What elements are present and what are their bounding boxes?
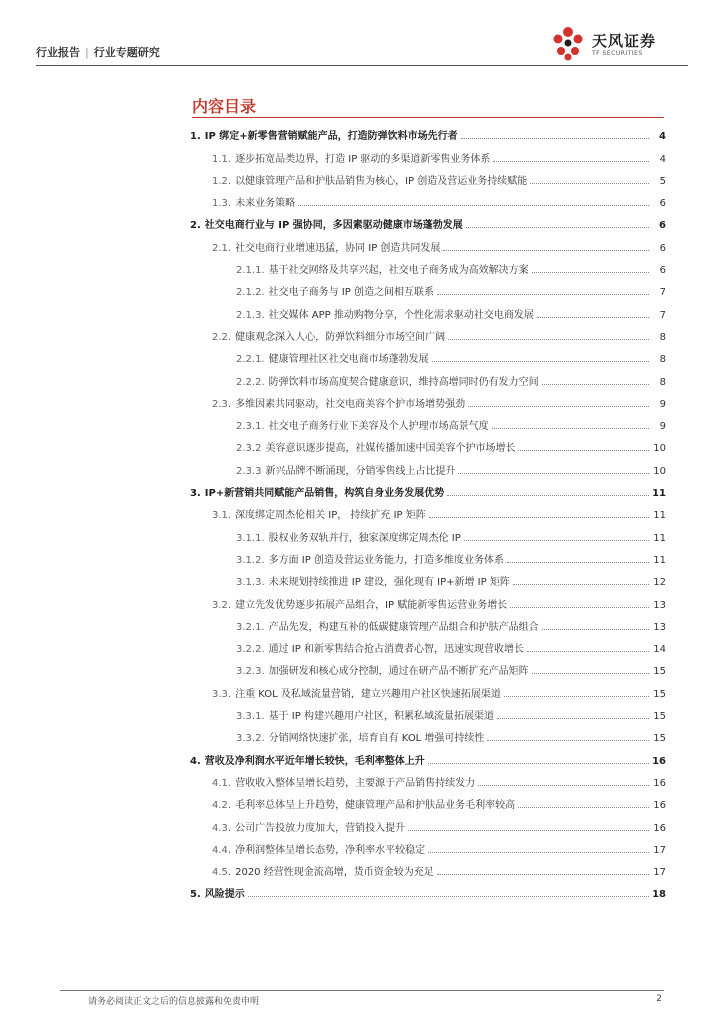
footer-divider bbox=[60, 990, 664, 991]
toc-entry-number: 2.2. bbox=[212, 331, 232, 343]
toc-entry-page: 11 bbox=[652, 488, 666, 500]
toc-entry-number: 4. bbox=[190, 755, 201, 767]
toc-entry-page: 9 bbox=[659, 421, 666, 433]
toc-leader-dots bbox=[443, 250, 649, 251]
toc-entry-page: 15 bbox=[653, 666, 666, 678]
toc-entry-title: 防弹饮料市场高度契合健康意识，维持高增同时仍有发力空间 bbox=[268, 376, 539, 388]
toc-entry-page: 15 bbox=[653, 688, 666, 700]
toc-entry-title: 通过 IP 和新零售结合抢占消费者心智，迅速实现营收增长 bbox=[268, 644, 524, 656]
toc-entry[interactable] bbox=[190, 789, 666, 811]
toc-leader-dots bbox=[513, 584, 649, 585]
toc-leader-dots bbox=[248, 896, 649, 897]
toc-entry-page: 13 bbox=[653, 599, 666, 611]
toc-entry[interactable] bbox=[190, 142, 666, 164]
toc-entry-number: 3.1.2. bbox=[236, 554, 265, 566]
toc-entry-number: 3.2.1. bbox=[236, 621, 265, 633]
toc-entry[interactable] bbox=[190, 544, 666, 566]
toc-entry[interactable] bbox=[190, 187, 666, 209]
toc-entry-number: 3.2.2. bbox=[236, 644, 265, 656]
toc-entry-title: 社交电子商务行业下美容及个人护理市场高景气度 bbox=[268, 421, 489, 433]
logo-english-name: TF SECURITIES bbox=[592, 50, 643, 57]
toc-entry-number: 1.3. bbox=[212, 198, 232, 210]
toc-entry-number: 2.3.3 bbox=[236, 465, 262, 477]
header-separator: | bbox=[85, 46, 89, 59]
toc-entry-page: 9 bbox=[659, 398, 666, 410]
toc-entry-number: 2. bbox=[190, 220, 201, 232]
toc-entry-title: 未来业务策略 bbox=[235, 198, 296, 210]
toc-entry-page: 18 bbox=[652, 889, 666, 901]
toc-leader-dots bbox=[507, 562, 649, 563]
toc-leader-dots bbox=[532, 272, 649, 273]
toc-entry-number: 3.3.1. bbox=[236, 711, 265, 723]
toc-entry-page: 4 bbox=[659, 131, 666, 143]
toc-entry-page: 11 bbox=[653, 554, 666, 566]
toc-leader-dots bbox=[437, 874, 649, 875]
toc-entry[interactable] bbox=[190, 611, 666, 633]
toc-entry[interactable] bbox=[190, 655, 666, 677]
toc-leader-dots bbox=[428, 852, 649, 853]
toc-entry-page: 13 bbox=[653, 621, 666, 633]
toc-leader-dots bbox=[527, 651, 649, 652]
toc-entry-title: 多方面 IP 创造及营运业务能力，打造多维度业务体系 bbox=[268, 554, 504, 566]
toc-entry-title: 2020 经营性现金流高增，货币资金较为充足 bbox=[235, 867, 434, 879]
page-header bbox=[36, 22, 688, 72]
toc-entry[interactable] bbox=[190, 700, 666, 722]
category-label: 行业报告 bbox=[36, 46, 80, 59]
toc-entry-number: 3.3. bbox=[212, 688, 232, 700]
toc-entry[interactable] bbox=[190, 276, 666, 298]
toc-leader-dots bbox=[504, 696, 649, 697]
toc-entry-title: 基于 IP 构建兴趣用户社区，积累私域流量拓展渠道 bbox=[268, 711, 494, 723]
flower-logo-icon bbox=[548, 22, 588, 64]
toc-entry-title: 加强研发和核心成分控制，通过在研产品不断扩充产品矩阵 bbox=[268, 666, 529, 678]
toc-entry-title: 股权业务双轨并行，独家深度绑定周杰伦 IP bbox=[268, 532, 461, 544]
toc-entry-title: 营收及净利润水平近年增长较快，毛利率整体上升 bbox=[204, 755, 425, 767]
toc-entry-title: 社交媒体 APP 推动购物分享，个性化需求驱动社交电商发展 bbox=[268, 309, 534, 321]
toc-entry[interactable] bbox=[190, 878, 666, 900]
toc-leader-dots bbox=[458, 473, 649, 474]
toc-entry-title: 分销网络快速扩张，培育自有 KOL 增强可持续性 bbox=[268, 733, 485, 745]
toc-leader-dots bbox=[466, 227, 649, 228]
toc-entry-number: 2.3.1. bbox=[236, 421, 265, 433]
toc-entry-page: 16 bbox=[653, 822, 666, 834]
toc-leader-dots bbox=[448, 339, 649, 340]
toc-entry-title: 建立先发优势逐步拓展产品组合，IP 赋能新零售运营业务增长 bbox=[235, 599, 508, 611]
toc-entry-page: 10 bbox=[653, 465, 666, 477]
toc-entry[interactable] bbox=[190, 767, 666, 789]
toc-leader-dots bbox=[447, 495, 649, 496]
toc-leader-dots bbox=[298, 205, 649, 206]
toc-entry-title: 以健康管理产品和护肤品销售为核心，IP 创造及营运业务持续赋能 bbox=[235, 175, 528, 187]
toc-entry-title: 公司广告投放力度加大，营销投入提升 bbox=[235, 822, 406, 834]
toc-entry-page: 16 bbox=[653, 777, 666, 789]
toc-entry-number: 2.1.2. bbox=[236, 287, 265, 299]
toc-entry-title: IP 绑定+新零售营销赋能产品，打造防弹饮料市场先行者 bbox=[204, 131, 458, 143]
toc-leader-dots bbox=[428, 763, 649, 764]
toc-entry-number: 3.1. bbox=[212, 510, 232, 522]
toc-leader-dots bbox=[542, 384, 649, 385]
toc-leader-dots bbox=[429, 517, 649, 518]
toc-entry-page: 16 bbox=[652, 755, 666, 767]
toc-entry-number: 4.2. bbox=[212, 800, 232, 812]
toc-entry[interactable] bbox=[190, 165, 666, 187]
toc-entry[interactable] bbox=[190, 120, 666, 142]
toc-entry-title: 毛利率总体呈上升趋势，健康管理产品和护肤品业务毛利率较高 bbox=[235, 800, 516, 812]
toc-entry-number: 1.2. bbox=[212, 175, 232, 187]
toc-entry-number: 2.2.2. bbox=[236, 376, 265, 388]
toc-entry-number: 1.1. bbox=[212, 153, 232, 165]
toc-entry[interactable] bbox=[190, 454, 666, 476]
toc-leader-dots bbox=[497, 718, 649, 719]
toc-entry[interactable] bbox=[190, 677, 666, 699]
toc-entry-number: 4.4. bbox=[212, 844, 232, 856]
report-category bbox=[36, 44, 160, 60]
toc-entry-page: 5 bbox=[659, 175, 666, 187]
toc-entry-page: 17 bbox=[653, 867, 666, 879]
toc-entry[interactable] bbox=[190, 633, 666, 655]
header-divider bbox=[36, 65, 688, 66]
toc-entry-page: 17 bbox=[653, 844, 666, 856]
toc-entry-title: 美容意识逐步提高，社媒传播加速中国美容个护市场增长 bbox=[265, 443, 516, 455]
toc-entry-number: 3.2. bbox=[212, 599, 232, 611]
toc-entry-page: 8 bbox=[659, 354, 666, 366]
toc-entry-page: 6 bbox=[659, 220, 666, 232]
toc-entry-number: 5. bbox=[190, 889, 201, 901]
toc-entry[interactable] bbox=[190, 298, 666, 320]
toc-entry-number: 2.3.2 bbox=[236, 443, 262, 455]
toc-entry-title: 多维因素共同驱动，社交电商美容个护市场增势强劲 bbox=[235, 398, 466, 410]
toc-entry-page: 15 bbox=[653, 733, 666, 745]
toc-leader-dots bbox=[478, 785, 649, 786]
toc-entry-page: 8 bbox=[659, 376, 666, 388]
table-of-contents bbox=[190, 120, 666, 900]
toc-entry-number: 3. bbox=[190, 488, 201, 500]
toc-entry-title: 社交电商行业与 IP 强协同，多因素驱动健康市场蓬勃发展 bbox=[204, 220, 463, 232]
toc-entry-page: 15 bbox=[653, 711, 666, 723]
toc-leader-dots bbox=[537, 317, 649, 318]
toc-entry-page: 14 bbox=[653, 644, 666, 656]
toc-entry-title: 风险提示 bbox=[204, 889, 245, 901]
toc-entry-number: 3.3.2. bbox=[236, 733, 265, 745]
toc-leader-dots bbox=[542, 629, 649, 630]
toc-entry-title: IP+新营销共同赋能产品销售，构筑自身业务发展优势 bbox=[204, 488, 445, 500]
toc-entry-title: 注重 KOL 及私域流量营销，建立兴趣用户社区快速拓展渠道 bbox=[235, 688, 501, 700]
toc-entry-page: 8 bbox=[659, 331, 666, 343]
toc-entry[interactable] bbox=[190, 388, 666, 410]
page-number: 2 bbox=[656, 994, 662, 1004]
toc-entry-page: 12 bbox=[653, 577, 666, 589]
toc-leader-dots bbox=[518, 450, 649, 451]
toc-entry[interactable] bbox=[190, 588, 666, 610]
toc-leader-dots bbox=[408, 830, 649, 831]
subcategory-label: 行业专题研究 bbox=[93, 46, 160, 59]
toc-entry-page: 11 bbox=[653, 510, 666, 522]
toc-entry-number: 2.3. bbox=[212, 398, 232, 410]
toc-leader-dots bbox=[510, 607, 649, 608]
toc-entry[interactable] bbox=[190, 432, 666, 454]
toc-leader-dots bbox=[437, 294, 649, 295]
toc-entry-number: 4.3. bbox=[212, 822, 232, 834]
toc-leader-dots bbox=[532, 673, 649, 674]
toc-entry-number: 3.1.3. bbox=[236, 577, 265, 589]
toc-leader-dots bbox=[432, 361, 649, 362]
company-logo bbox=[548, 22, 688, 64]
toc-entry-number: 2.1.3. bbox=[236, 309, 265, 321]
toc-entry-page: 10 bbox=[653, 443, 666, 455]
toc-entry-title: 新兴品牌不断涌现，分销零售线上占比提升 bbox=[265, 465, 456, 477]
toc-entry-number: 3.2.3. bbox=[236, 666, 265, 678]
toc-entry-title: 健康管理社区社交电商市场蓬勃发展 bbox=[268, 354, 429, 366]
toc-leader-dots bbox=[461, 138, 649, 139]
toc-entry[interactable] bbox=[190, 321, 666, 343]
toc-title-underline bbox=[192, 117, 664, 118]
toc-entry-title: 深度绑定周杰伦相关 IP， 持续扩充 IP 矩阵 bbox=[235, 510, 426, 522]
toc-entry[interactable] bbox=[190, 209, 666, 231]
toc-entry-title: 社交电子商务与 IP 创造之间相互联系 bbox=[268, 287, 434, 299]
toc-entry-number: 4.1. bbox=[212, 777, 232, 789]
toc-entry-title: 逐步拓宽品类边界，打造 IP 驱动的多渠道新零售业务体系 bbox=[235, 153, 491, 165]
toc-entry-page: 6 bbox=[659, 242, 666, 254]
toc-entry[interactable] bbox=[190, 811, 666, 833]
toc-entry[interactable] bbox=[190, 231, 666, 253]
toc-entry-title: 产品先发，构建互补的低碳健康管理产品组合和护肤产品组合 bbox=[268, 621, 539, 633]
toc-entry-page: 6 bbox=[659, 265, 666, 277]
toc-entry[interactable] bbox=[190, 856, 666, 878]
toc-entry-title: 营收收入整体呈增长趋势，主要源于产品销售持续发力 bbox=[235, 777, 476, 789]
toc-entry[interactable] bbox=[190, 521, 666, 543]
toc-entry-page: 4 bbox=[659, 153, 666, 165]
toc-entry-number: 1. bbox=[190, 131, 201, 143]
logo-chinese-name: 天风证券 bbox=[592, 32, 657, 50]
toc-entry[interactable] bbox=[190, 254, 666, 276]
footer-disclaimer: 请务必阅读正文之后的信息披露和免责申明 bbox=[88, 997, 260, 1007]
toc-entry[interactable] bbox=[190, 365, 666, 387]
toc-entry-number: 4.5. bbox=[212, 867, 232, 879]
toc-entry[interactable] bbox=[190, 566, 666, 588]
toc-entry-page: 6 bbox=[659, 198, 666, 210]
toc-entry-title: 健康观念深入人心，防弹饮料细分市场空间广阔 bbox=[235, 331, 446, 343]
toc-entry-title: 未来规划持续推进 IP 建设，强化现有 IP+新增 IP 矩阵 bbox=[268, 577, 510, 589]
toc-leader-dots bbox=[468, 406, 649, 407]
toc-leader-dots bbox=[518, 807, 649, 808]
toc-entry-title: 社交电商行业增速迅猛，协同 IP 创造共同发展 bbox=[235, 242, 441, 254]
toc-entry-number: 2.2.1. bbox=[236, 354, 265, 366]
toc-leader-dots bbox=[493, 161, 649, 162]
toc-entry-title: 基于社交网络及共享兴起，社交电子商务成为高效解决方案 bbox=[268, 265, 529, 277]
toc-entry-number: 2.1. bbox=[212, 242, 232, 254]
toc-leader-dots bbox=[530, 183, 649, 184]
toc-entry[interactable] bbox=[190, 499, 666, 521]
toc-entry-title: 净利润整体呈增长态势，净利率水平较稳定 bbox=[235, 844, 426, 856]
toc-leader-dots bbox=[492, 428, 649, 429]
toc-entry[interactable] bbox=[190, 744, 666, 766]
toc-entry[interactable] bbox=[190, 834, 666, 856]
toc-entry[interactable] bbox=[190, 722, 666, 744]
toc-entry-number: 2.1.1. bbox=[236, 265, 265, 277]
toc-entry-page: 7 bbox=[659, 309, 666, 321]
toc-leader-dots bbox=[464, 540, 649, 541]
toc-entry-page: 16 bbox=[653, 800, 666, 812]
toc-entry[interactable] bbox=[190, 477, 666, 499]
toc-leader-dots bbox=[487, 740, 649, 741]
toc-entry[interactable] bbox=[190, 343, 666, 365]
toc-entry-page: 7 bbox=[659, 287, 666, 299]
toc-entry-page: 11 bbox=[653, 532, 666, 544]
toc-entry[interactable] bbox=[190, 410, 666, 432]
toc-title: 内容目录 bbox=[192, 97, 257, 116]
toc-entry-number: 3.1.1. bbox=[236, 532, 265, 544]
